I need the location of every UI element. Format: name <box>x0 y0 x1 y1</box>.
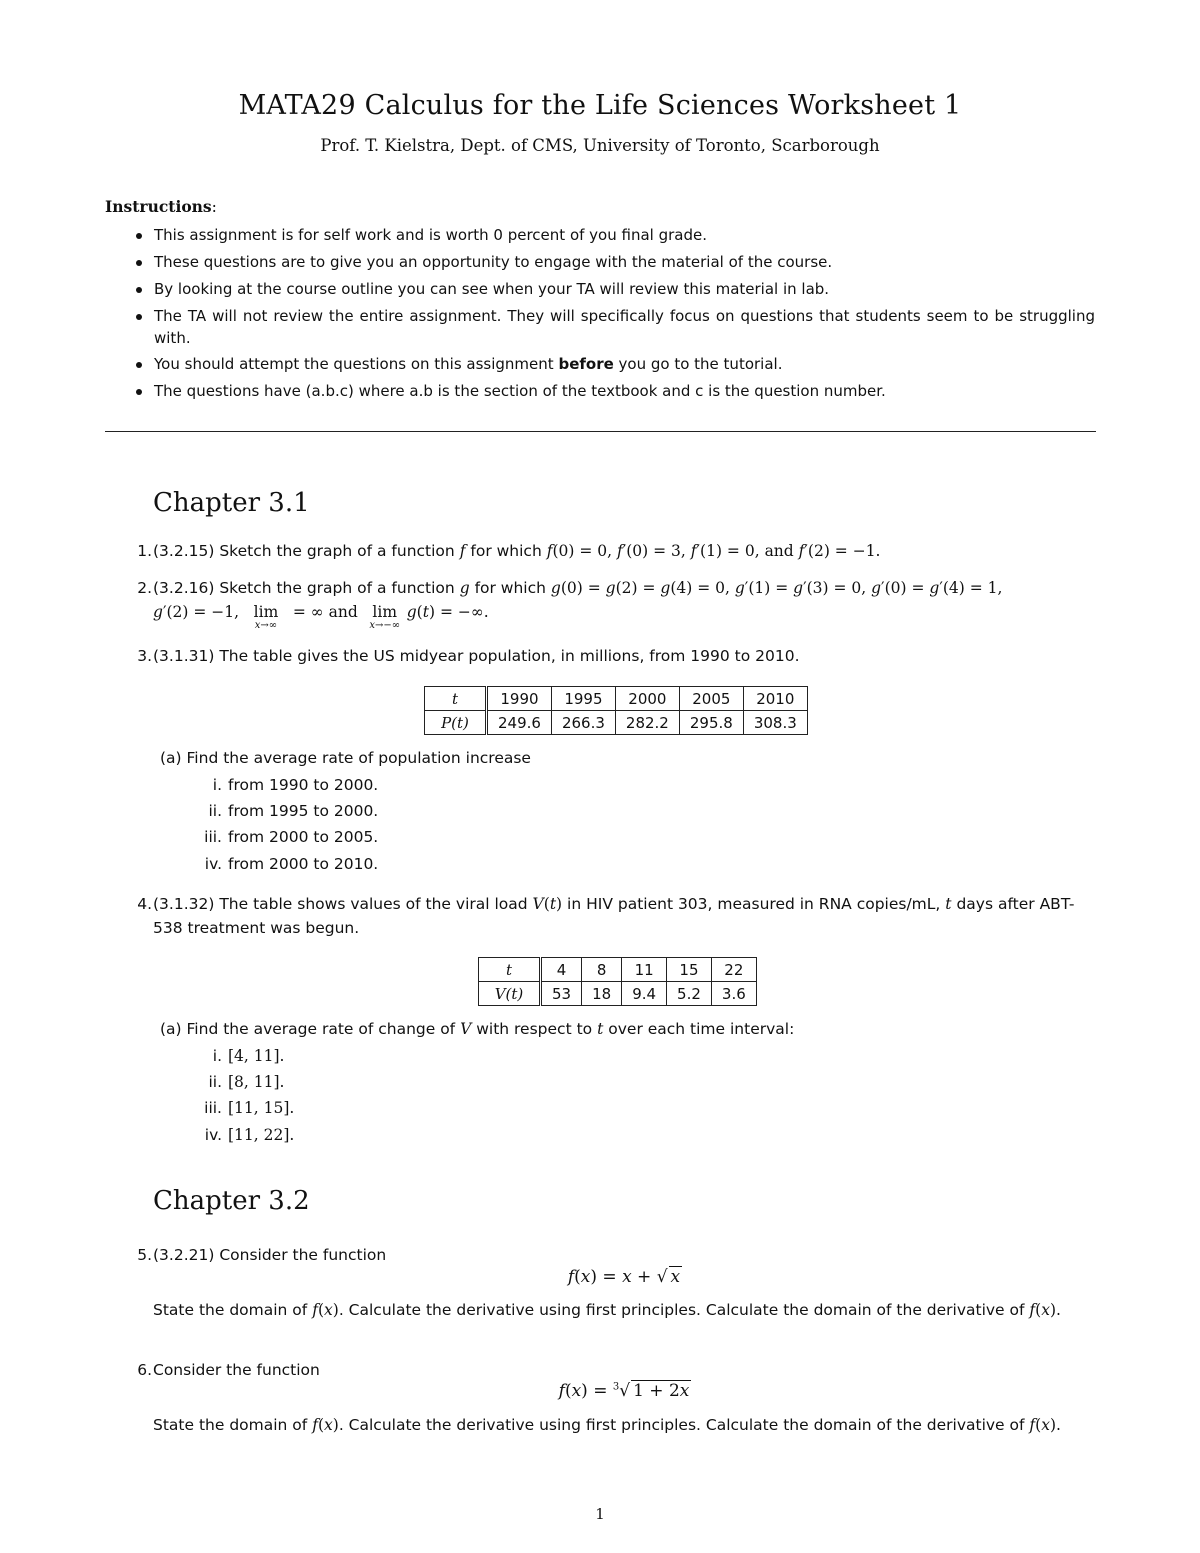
instruction-item: You should attempt the questions on this assignment before you go to the tutorial. <box>133 353 1095 376</box>
table-row: V(t) 53 18 9.4 5.2 3.6 <box>479 982 757 1006</box>
question-5-instructions: State the domain of f(x). Calculate the derivative using first principles. Calculate the domain of the derivative of f(x). <box>153 1301 1061 1319</box>
question-2: 2. (3.2.16) Sketch the graph of a function g for which g(0) = g(2) = g(4) = 0, g′(1) = g′(3) = 0, g′(0) = g′(4) = 1, g′(2) = −1, lim x→∞ = ∞ and lim x→−∞ g(t) = −∞. <box>137 579 1003 631</box>
population-table <box>424 686 808 735</box>
table-row: t 4 8 11 15 22 <box>479 958 757 982</box>
table-row: P(t) 249.6 266.3 282.2 295.8 308.3 <box>425 711 808 735</box>
question-4: 4. (3.1.32) The table shows values of the viral load V(t) in HIV patient 303, measured in RNA copies/mL, t days after ABT-538 treatment was begun. <box>137 895 1075 937</box>
table-row: t 1990 1995 2000 2005 2010 <box>425 687 808 711</box>
bullet-icon <box>136 314 142 320</box>
list-item: ii. [8, 11]. <box>208 1073 285 1091</box>
list-item: iii. from 2000 to 2005. <box>204 828 379 846</box>
bullet-icon <box>136 287 142 293</box>
instruction-item: This assignment is for self work and is worth 0 percent of you final grade. <box>133 224 1095 247</box>
bullet-icon <box>136 362 142 368</box>
instructions-label: Instructions: <box>105 197 217 216</box>
instruction-item: By looking at the course outline you can see when your TA will review this material in lab. <box>133 278 1095 301</box>
question-6: 6. Consider the function <box>137 1361 320 1379</box>
equation: f(x) = $^3$√ 1 + 2x <box>558 1381 690 1401</box>
bullet-icon <box>136 260 142 266</box>
page-title: MATA29 Calculus for the Life Sciences Worksheet 1 <box>238 90 962 121</box>
equation: f(x) = x + √ x <box>567 1267 681 1287</box>
instruction-item: These questions are to give you an opportunity to engage with the material of the course. <box>133 251 1095 274</box>
question-5: 5. (3.2.21) Consider the function <box>137 1246 387 1264</box>
question-1: 1. (3.2.15) Sketch the graph of a function f for which f(0) = 0, f′(0) = 3, f′(1) = 0, and f′(2) = −1. <box>137 542 881 560</box>
instruction-item: The TA will not review the entire assignment. They will specifically focus on questions that students seem to be struggling with. <box>133 305 1095 349</box>
bullet-icon <box>136 233 142 239</box>
question-4-part-a: (a) Find the average rate of change of V with respect to t over each time interval: <box>160 1020 795 1038</box>
list-item: iii. [11, 15]. <box>204 1099 295 1117</box>
instruction-item: The questions have (a.b.c) where a.b is the section of the textbook and c is the question number. <box>133 380 1095 403</box>
question-3-part-a: (a) Find the average rate of population increase <box>160 749 531 767</box>
bullet-icon <box>136 389 142 395</box>
viral-load-table <box>478 957 757 1006</box>
instructions-list <box>133 224 1095 407</box>
list-item: ii. from 1995 to 2000. <box>208 802 379 820</box>
page-number: 1 <box>595 1505 605 1523</box>
question-3: 3. (3.1.31) The table gives the US midyear population, in millions, from 1990 to 2010. <box>137 647 800 665</box>
question-6-instructions: State the domain of f(x). Calculate the derivative using first principles. Calculate the domain of the derivative of f(x). <box>153 1416 1061 1434</box>
page-subtitle: Prof. T. Kielstra, Dept. of CMS, University of Toronto, Scarborough <box>320 136 880 155</box>
list-item: iv. [11, 22]. <box>204 1126 295 1144</box>
list-item: i. from 1990 to 2000. <box>212 776 379 794</box>
list-item: i. [4, 11]. <box>212 1047 285 1065</box>
chapter-heading: Chapter 3.2 <box>153 1186 310 1216</box>
section-divider <box>105 431 1096 432</box>
chapter-heading: Chapter 3.1 <box>153 488 310 518</box>
list-item: iv. from 2000 to 2010. <box>204 855 379 873</box>
